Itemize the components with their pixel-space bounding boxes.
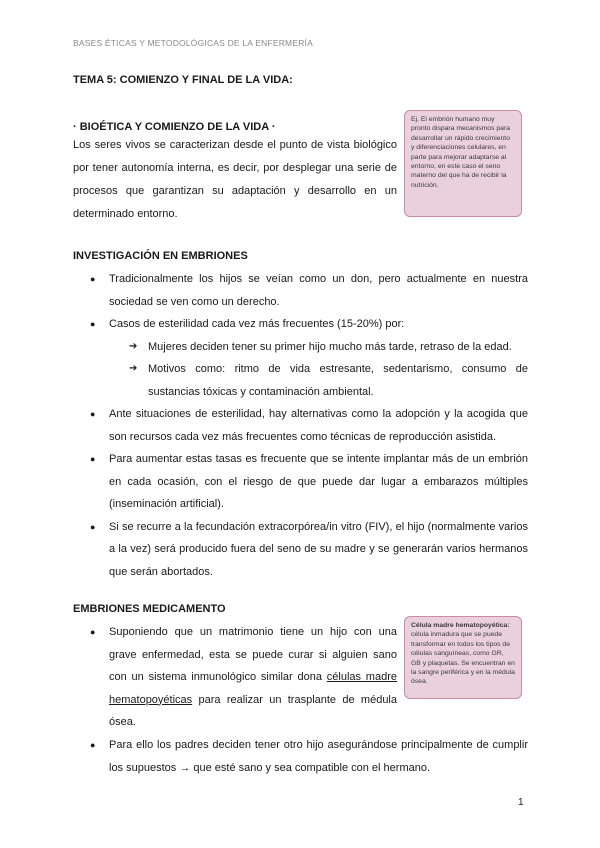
list-item bbox=[73, 734, 528, 779]
section-heading-embriones: EMBRIONES MEDICAMENTO bbox=[73, 603, 226, 615]
sub-list-item bbox=[127, 358, 528, 403]
bullet-text: Casos de esterilidad cada vez más frecuentes (15-20%) por: bbox=[109, 318, 405, 330]
side-note-celula-madre bbox=[404, 616, 522, 699]
list-item bbox=[73, 268, 528, 313]
bullet-text-end: para realizar un trasplante de médula ósea. bbox=[109, 693, 397, 728]
sub-list-item bbox=[127, 336, 528, 359]
list-item bbox=[73, 448, 528, 516]
list-item bbox=[73, 621, 397, 734]
embriones-bullet-list-b bbox=[73, 734, 528, 779]
sub-bullet-text: Motivos como: ritmo de vida estresante, sedentarismo, consumo de sustancias tóxicas y contaminación ambiental. bbox=[148, 363, 528, 398]
bullet-text: Para ello los padres deciden tener otro hijo asegurándose principalmente de cumplir los supuestos → que esté sano y sea compatible con el hermano. bbox=[109, 739, 528, 774]
list-item bbox=[73, 313, 528, 403]
page-number: 1 bbox=[518, 797, 524, 808]
investigacion-bullet-list bbox=[73, 268, 528, 583]
section-paragraph-bioetica: Los seres vivos se caracterizan desde el punto de vista biológico por tener autonomía interna, es decir, por desplegar una serie de procesos que garantizan su adaptación y desarrollo en un determinado entorno. bbox=[73, 139, 397, 220]
list-item bbox=[73, 403, 528, 448]
sub-bullet-text: Mujeres deciden tener su primer hijo mucho más tarde, retraso de la edad. bbox=[148, 340, 512, 353]
page-title: TEMA 5: COMIENZO Y FINAL DE LA VIDA: bbox=[73, 74, 293, 86]
hematopoyeticas-link[interactable]: células madre hematopoyéticas bbox=[109, 671, 397, 706]
note-title: Célula madre hematopoyética: bbox=[411, 622, 510, 629]
list-item bbox=[73, 516, 528, 584]
bullet-text: Si se recurre a la fecundación extracorpórea/in vitro (FIV), el hijo (normalmente varios a la vez) será producido fuera del seno de su madre y se generarán varios hermanos que serán abortados. bbox=[109, 520, 528, 578]
bullet-text: Para aumentar estas tasas es frecuente que se intente implantar más de un embrión en cada ocasión, con el riesgo de que puede dar lugar a embarazos múltiples (inseminación artificial). bbox=[109, 453, 528, 510]
running-header: BASES ÉTICAS Y METODOLÓGICAS DE LA ENFERMERÍA bbox=[73, 38, 313, 48]
side-note-embrion: Ej. El embrión humano muy pronto dispara mecanismos para desarrollar un rápido crecimiento y diferenciaciones celulares, en parte para mejorar adaptarse al entorno, en este caso el seno materno del que ha de recibir la nutrición. bbox=[404, 110, 522, 217]
bullet-text: Ante situaciones de esterilidad, hay alternativas como la adopción y la acogida que son recursos cada vez más frecuentes como técnicas de reproducción asistida. bbox=[109, 408, 528, 443]
bullet-text: Tradicionalmente los hijos se veían como un don, pero actualmente en nuestra sociedad se ven como un derecho. bbox=[109, 273, 528, 308]
embriones-bullet-list-a bbox=[73, 621, 397, 734]
section-heading-bioetica: · BIOÉTICA Y COMIENZO DE LA VIDA · bbox=[73, 121, 276, 133]
section-heading-investigacion: INVESTIGACIÓN EN EMBRIONES bbox=[73, 250, 248, 262]
bullet-text: Suponiendo que un matrimonio tiene un hijo con una grave enfermedad, esta se puede curar si alguien sano con un sistema inmunológico similar dona bbox=[109, 626, 397, 683]
esterilidad-sub-list bbox=[109, 336, 528, 404]
note-body: célula inmadura que se puede transformar en todos los tipos de células sanguíneas, como GR, GB y plaquetas. Se encuentran en la sangre periférica y en la médula ósea. bbox=[411, 631, 515, 686]
